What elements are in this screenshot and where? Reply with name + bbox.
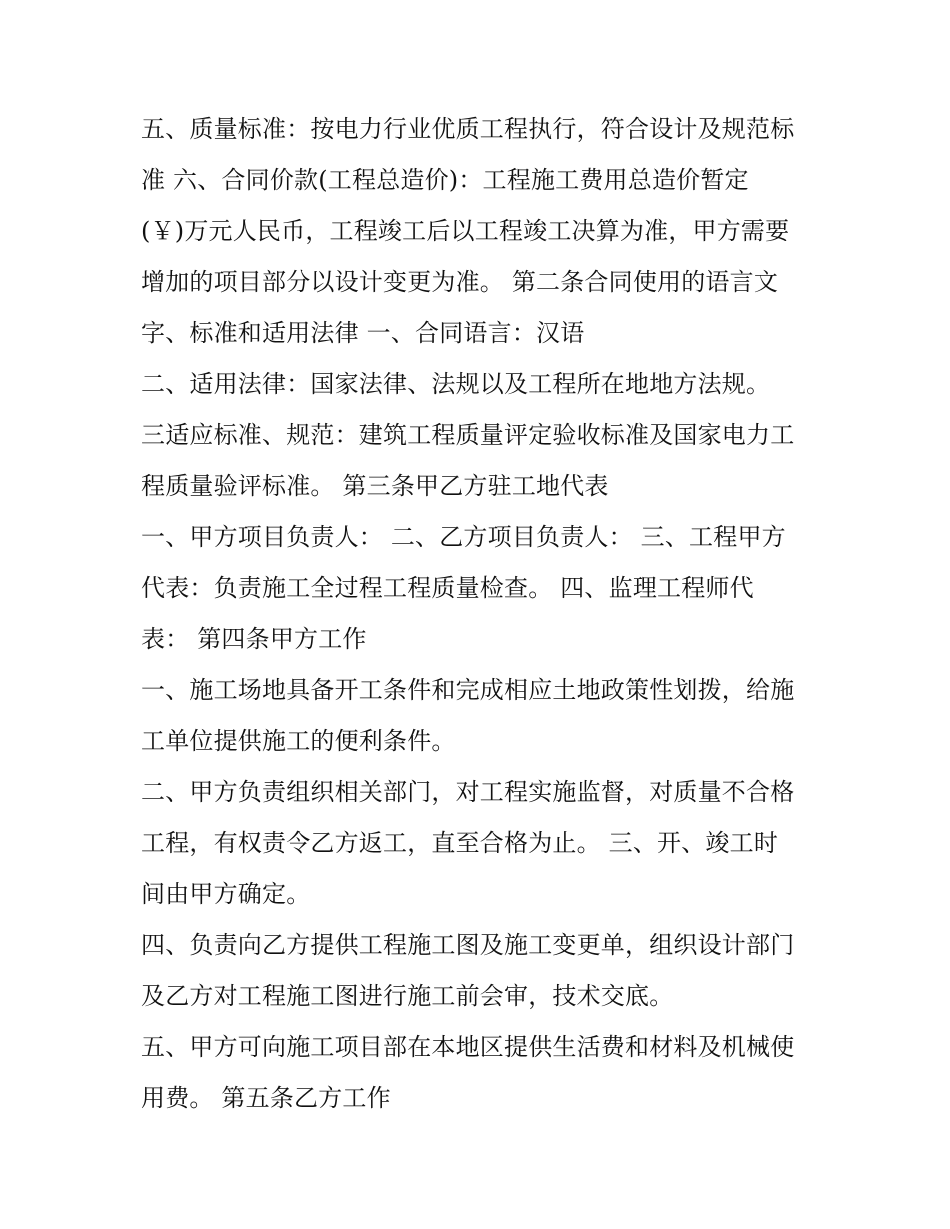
text-line: 用费。 第五条乙方工作 bbox=[141, 1084, 391, 1112]
text-line: 程质量验评标准。 第三条甲乙方驻工地代表 bbox=[141, 472, 609, 500]
text-line: 工程，有权责令乙方返工，直至合格为止。 三、开、竣工时 bbox=[141, 829, 779, 857]
text-line: 二、适用法律：国家法律、法规以及工程所在地地方法规。 bbox=[141, 370, 771, 398]
text-line: 字、标准和适用法律 一、合同语言：汉语 bbox=[141, 319, 585, 347]
text-line: 表： 第四条甲方工作 bbox=[141, 625, 367, 653]
text-line: 四、负责向乙方提供工程施工图及施工变更单，组织设计部门 bbox=[141, 931, 795, 959]
text-line: 工单位提供施工的便利条件。 bbox=[141, 727, 456, 755]
text-line: 二、甲方负责组织相关部门，对工程实施监督，对质量不合格 bbox=[141, 778, 795, 806]
document-body bbox=[141, 104, 821, 1124]
text-line: 增加的项目部分以设计变更为准。 第二条合同使用的语言文 bbox=[141, 268, 779, 296]
text-line: 一、施工场地具备开工条件和完成相应土地政策性划拨，给施 bbox=[141, 676, 795, 704]
text-line: 准 六、合同价款(工程总造价)：工程施工费用总造价暂定 bbox=[141, 166, 749, 194]
text-line: 及乙方对工程施工图进行施工前会审，技术交底。 bbox=[141, 982, 674, 1010]
text-line: 五、质量标准：按电力行业优质工程执行，符合设计及规范标 bbox=[141, 115, 795, 143]
text-line: 五、甲方可向施工项目部在本地区提供生活费和材料及机械使 bbox=[141, 1033, 795, 1061]
text-line: 一、甲方项目负责人： 二、乙方项目负责人： 三、工程甲方 bbox=[141, 523, 786, 551]
text-line: 代表：负责施工全过程工程质量检查。 四、监理工程师代 bbox=[141, 574, 754, 602]
text-line: 间由甲方确定。 bbox=[141, 880, 311, 908]
text-line: (￥)万元人民币，工程竣工后以工程竣工决算为准，甲方需要 bbox=[141, 217, 790, 245]
text-line: 三适应标准、规范：建筑工程质量评定验收标准及国家电力工 bbox=[141, 421, 795, 449]
